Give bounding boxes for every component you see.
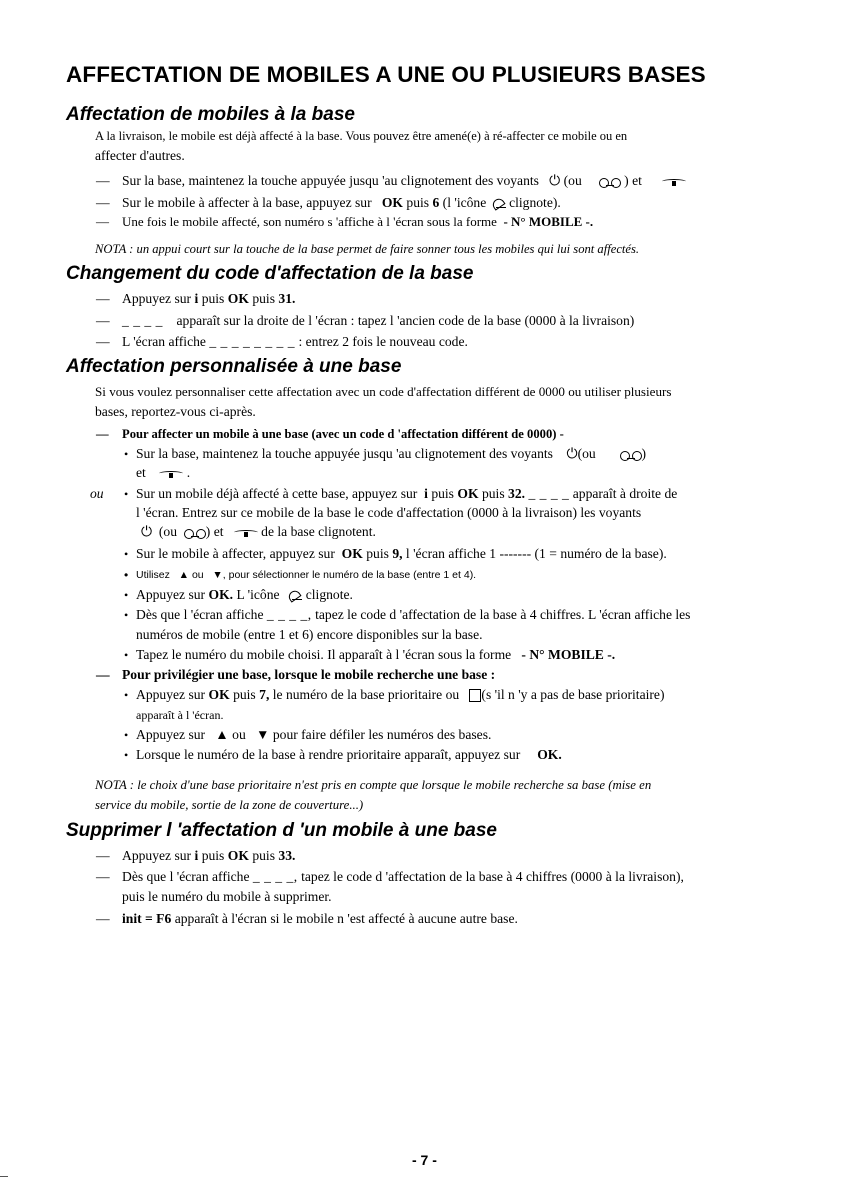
s3-bullet-6-line2: numéros de mobile (entre 1 et 6) encore disponibles sur la base.: [136, 627, 483, 642]
section-heading-personnalisee: Affectation personnalisée à une base: [66, 356, 402, 377]
s1-step-2: — Sur le mobile à affecter à la base, appuyez sur OK puis 6 (l 'icône clignote).: [122, 194, 561, 212]
s3-bullet-4: • Utilisez ▲ ou ▼, pour sélectionner le numéro de la base (entre 1 et 4).: [136, 566, 476, 584]
s1-step-3: — Une fois le mobile affecté, son numéro s 'affiche à l 'écran sous la forme - N° MOBILE -.: [122, 213, 593, 231]
s3-bullet-1: • Sur la base, maintenez la touche appuyée jusqu 'au clignotement des voyants ⏻ (ou ): [136, 445, 646, 463]
page-number: - 7 -: [412, 1152, 437, 1168]
link-icon: [620, 450, 642, 460]
s3-bullet-7: • Tapez le numéro du mobile choisi. Il apparaît à l 'écran sous la forme - N° MOBILE -.: [136, 646, 615, 664]
s3-bullet-5: • Appuyez sur OK. L 'icône clignote.: [136, 586, 353, 604]
s3-bullet-8: • Appuyez sur OK puis 7, le numéro de la base prioritaire ou (s 'il n 'y a pas de base prioritaire): [136, 686, 665, 704]
s1-nota: NOTA : un appui court sur la touche de la base permet de faire sonner tous les mobiles qui lui sont affectés.: [95, 242, 640, 256]
s3-bullet-6: • Dès que l 'écran affiche _ _ _ _, tapez le code d 'affectation de la base à 4 chiffres. L 'écran affiche les: [136, 606, 690, 624]
base-signal-icon: [662, 177, 686, 187]
s3-para-line2: bases, reportez-vous ci-après.: [95, 404, 256, 419]
arrow-up-icon: ▲: [215, 727, 229, 742]
s3-bullet-8-line2: apparaît à l 'écran.: [136, 708, 224, 722]
s4-step-1: — Appuyez sur i puis OK puis 33.: [122, 847, 295, 865]
s3-nota-line1: NOTA : le choix d'une base prioritaire n'est pris en compte que lorsque le mobile recherche sa base (mise en: [95, 778, 652, 792]
s2-step-2: — _ _ _ _ apparaît sur la droite de l 'écran : tapez l 'ancien code de la base (0000 à la livraison): [122, 312, 634, 330]
link-icon: [184, 528, 206, 538]
s4-step-2: — Dès que l 'écran affiche _ _ _ _, tapez le code d 'affectation de la base à 4 chiffres (0000 à la livraison),: [122, 868, 684, 886]
power-icon: [567, 448, 578, 462]
s2-step-3: — L 'écran affiche _ _ _ _ _ _ _ _ : entrez 2 fois le nouveau code.: [122, 333, 468, 351]
s3-bullet-3: • Sur le mobile à affecter, appuyez sur OK puis 9, l 'écran affiche 1 ------- (1 = numéro de la base).: [136, 545, 667, 563]
s3-para-line1: Si vous voulez personnaliser cette affectation avec un code d'affectation différent de 0000 ou utiliser plusieurs: [95, 384, 672, 399]
base-signal-icon: [159, 469, 183, 479]
s3-ou-label: ou: [90, 486, 104, 501]
s3-bullet-2-line2: l 'écran. Entrez sur ce mobile de la base le code d'affectation (0000 à la livraison) les voyants: [136, 505, 642, 520]
link-icon: [599, 177, 621, 187]
s2-step-1: — Appuyez sur i puis OK puis 31.: [122, 290, 295, 308]
section-heading-affectation: Affectation de mobiles à la base: [66, 104, 355, 125]
s3-bullet-9: • Appuyez sur ▲ ou ▼ pour faire défiler les numéros des bases.: [136, 726, 491, 744]
phone-link-icon: [490, 197, 506, 211]
s4-step-3: — init = F6 apparaît à l'écran si le mobile n 'est affecté à aucune autre base.: [122, 910, 518, 928]
s3-nota-line2: service du mobile, sortie de la zone de couverture...): [95, 798, 364, 812]
section-heading-changement: Changement du code d'affectation de la base: [66, 263, 474, 284]
s4-step-2-line2: puis le numéro du mobile à supprimer.: [122, 889, 332, 904]
phone-link-icon: [286, 589, 302, 603]
s1-para-line2: affecter d'autres.: [95, 148, 185, 163]
power-icon: [549, 175, 560, 189]
s3-bullet-2-line3: ⏻ (ou ) et de la base clignotent.: [141, 523, 376, 541]
s3-subheading-1: — Pour affecter un mobile à une base (avec un code d 'affectation différent de 0000) -: [122, 425, 564, 443]
s3-subheading-2: — Pour privilégier une base, lorsque le mobile recherche une base :: [122, 666, 495, 684]
s1-para-line1: A la livraison, le mobile est déjà affecté à la base. Vous pouvez être amené(e) à ré-affecter ce mobile ou en: [95, 129, 628, 143]
empty-box-icon: [469, 689, 481, 702]
arrow-up-icon: ▲: [178, 569, 190, 581]
s3-bullet-10: • Lorsque le numéro de la base à rendre prioritaire apparaît, appuyez sur OK.: [136, 746, 562, 764]
power-icon: [141, 526, 152, 540]
s1-step-1: — Sur la base, maintenez la touche appuyée jusqu 'au clignotement des voyants ⏻ (ou ) et: [122, 172, 686, 190]
section-heading-supprimer: Supprimer l 'affectation d 'un mobile à une base: [66, 820, 497, 841]
arrow-down-icon: ▼: [255, 727, 270, 742]
s3-bullet-2: • Sur un mobile déjà affecté à cette base, appuyez sur i puis OK puis 32. _ _ _ _ apparaît à droite de: [136, 485, 677, 503]
corner-rule: [0, 1176, 8, 1177]
base-signal-icon: [234, 528, 258, 538]
page-title: AFFECTATION DE MOBILES A UNE OU PLUSIEURS BASES: [66, 62, 706, 87]
s3-bullet-1-line2: et .: [136, 465, 191, 480]
arrow-down-icon: ▼,: [212, 569, 226, 581]
